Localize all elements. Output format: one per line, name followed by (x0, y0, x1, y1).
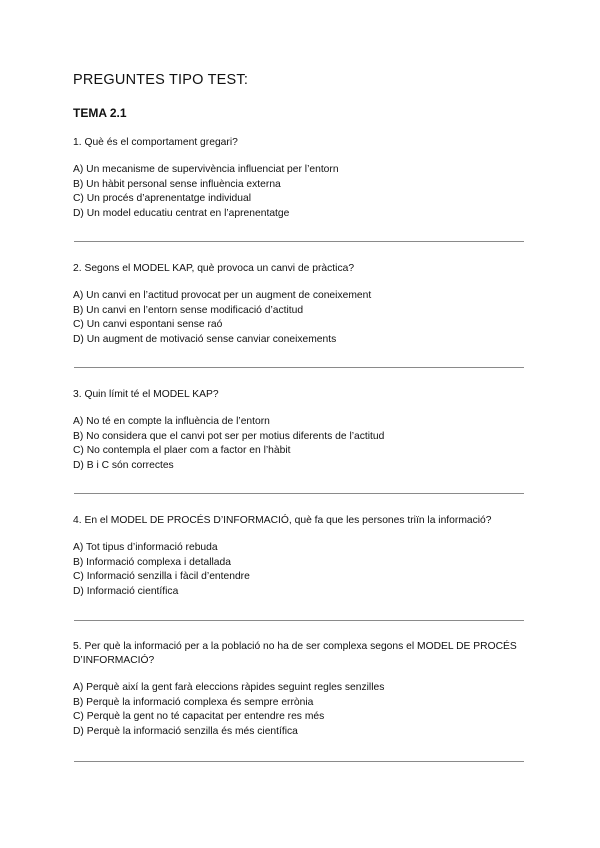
answer-option-d: D) Un augment de motivació sense canviar coneixements (73, 333, 337, 345)
section-heading: TEMA 2.1 (73, 106, 127, 120)
question-text: 1. Què és el comportament gregari? (73, 137, 238, 148)
answer-option-d: D) Un model educatiu centrat en l’aprenentatge (73, 207, 290, 219)
answer-option-c: C) Informació senzilla i fàcil d’entendre (73, 571, 250, 582)
divider-line (74, 241, 524, 242)
answer-option-a: A) Un mecanisme de supervivència influenciat per l’entorn (73, 164, 339, 175)
answer-option-b: B) Un canvi en l’entorn sense modificació d’actitud (73, 304, 304, 316)
document-title: PREGUNTES TIPO TEST: (73, 72, 249, 88)
question-2 (73, 262, 528, 347)
question-text: 5. Per què la informació per a la població no ha de ser complexa segons el MODEL DE PROCÉS D’INFORMACIÓ? (73, 641, 517, 666)
answer-option-d: D) B i C són correctes (73, 459, 174, 471)
answer-option-b: B) No considera que el canvi pot ser per motius diferents de l’actitud (73, 430, 385, 442)
answer-option-c: C) Un canvi espontani sense raó (73, 319, 223, 330)
question-1 (73, 136, 528, 221)
question-text: 2. Segons el MODEL KAP, què provoca un canvi de pràctica? (73, 263, 355, 274)
answer-options (73, 289, 528, 347)
answer-options (73, 541, 528, 599)
answer-option-a: A) Tot tipus d’informació rebuda (73, 542, 218, 553)
answer-option-c: C) Perquè la gent no té capacitat per entendre res més (73, 711, 325, 722)
answer-option-a: A) Perquè així la gent farà eleccions ràpides seguint regles senzilles (73, 682, 385, 693)
answer-options (73, 415, 528, 473)
answer-options (73, 163, 528, 221)
question-4 (73, 514, 528, 599)
answer-option-c: C) No contempla el plaer com a factor en l’hàbit (73, 445, 291, 456)
answer-option-d: D) Perquè la informació senzilla és més científica (73, 725, 298, 737)
question-text: 4. En el MODEL DE PROCÉS D’INFORMACIÓ, què fa que les persones triïn la informació? (73, 515, 492, 526)
answer-option-b: B) Perquè la informació complexa és sempre errònia (73, 696, 314, 708)
question-text: 3. Quin límit té el MODEL KAP? (73, 389, 219, 400)
answer-option-d: D) Informació científica (73, 585, 179, 597)
answer-options (73, 681, 528, 739)
divider-line (74, 367, 524, 368)
answer-option-a: A) Un canvi en l’actitud provocat per un augment de coneixement (73, 290, 372, 301)
answer-option-c: C) Un procés d’aprenentatge individual (73, 193, 252, 204)
question-5 (73, 640, 528, 739)
divider-line (74, 493, 524, 494)
divider-line (74, 620, 524, 621)
divider-line (74, 761, 524, 762)
answer-option-b: B) Un hàbit personal sense influència externa (73, 178, 281, 190)
question-3 (73, 388, 528, 473)
answer-option-a: A) No té en compte la influència de l’entorn (73, 416, 270, 427)
answer-option-b: B) Informació complexa i detallada (73, 556, 231, 568)
